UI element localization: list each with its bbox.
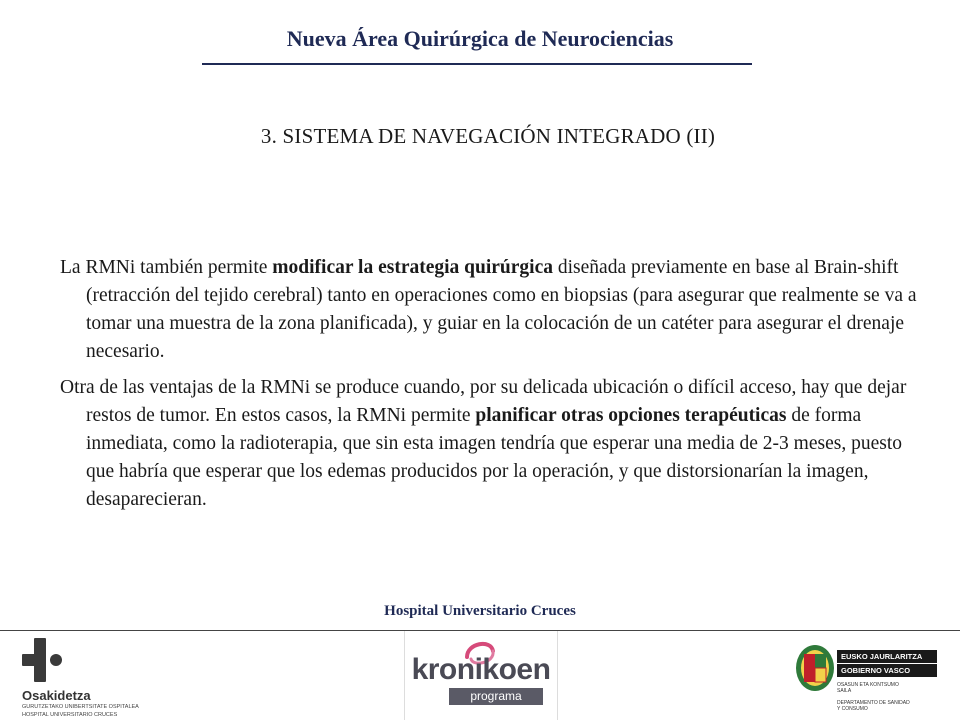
kronikoen-wordmark: kronikoen (411, 653, 551, 686)
gobierno-department-es: DEPARTAMENTO DE SANIDAD (837, 700, 910, 706)
section-title: 3. SISTEMA DE NAVEGACIÓN INTEGRADO (II) (260, 124, 716, 148)
gobierno-line-es: GOBIERNO VASCO (837, 664, 937, 677)
osakidetza-subtitle-eu: GURUTZETAKO UNIBERTSITATE OSPITALEA (22, 704, 139, 710)
kronikoen-program-label: programa (449, 688, 543, 705)
paragraph-emphasis: planificar otras opciones terapéuticas (475, 405, 787, 426)
gobierno-vasco-logo (795, 644, 955, 720)
osakidetza-subtitle-es: HOSPITAL UNIVERSITARIO CRUCES (22, 712, 118, 718)
gobierno-department-eu-2: SAILA (837, 688, 852, 694)
gobierno-line-eu: EUSKO JAURLARITZA (837, 650, 937, 663)
osakidetza-cross-icon (22, 638, 68, 684)
paragraph-1 (60, 254, 920, 366)
paragraph-emphasis: modificar la estrategia quirúrgica (272, 257, 554, 278)
paragraph-text: de forma inmediata, como la radioterapia, que sin esta imagen tendría que esperar una media de 2-3 meses, puesto que habría que esperar que los edemas producidos por la operación, y que distorsionarían la imagen, desaparecieran. (86, 405, 902, 510)
paragraph-2 (60, 374, 920, 514)
paragraph-text: diseñada previamente en base al Brain-shift (retracción del tejido cerebral) tanto en operaciones como en biopsias (para asegurar que realmente se va a tomar una muestra de la zona planificada), y guiar en la colocación de un catéter para asegurar el drenaje necesario. (86, 257, 917, 362)
paragraph-text: Otra de las ventajas de la RMNi se produce cuando, por su delicada ubicación o difícil acceso, hay que dejar restos de tumor. En estos casos, la RMNi permite (60, 377, 907, 426)
osakidetza-logo (22, 638, 152, 718)
gobierno-department-eu: OSASUN ETA KONTSUMO (837, 682, 899, 688)
body-text (60, 254, 920, 522)
kronikoen-logo (404, 631, 558, 720)
title-underline (202, 63, 752, 65)
hospital-name: Hospital Universitario Cruces (384, 603, 576, 619)
basque-coat-of-arms-icon (795, 644, 835, 692)
osakidetza-name: Osakidetza (22, 688, 91, 703)
page-title: Nueva Área Quirúrgica de Neurociencias (286, 26, 674, 51)
gobierno-department-es-2: Y CONSUMO (837, 706, 868, 712)
paragraph-text: La RMNi también permite (60, 257, 273, 278)
